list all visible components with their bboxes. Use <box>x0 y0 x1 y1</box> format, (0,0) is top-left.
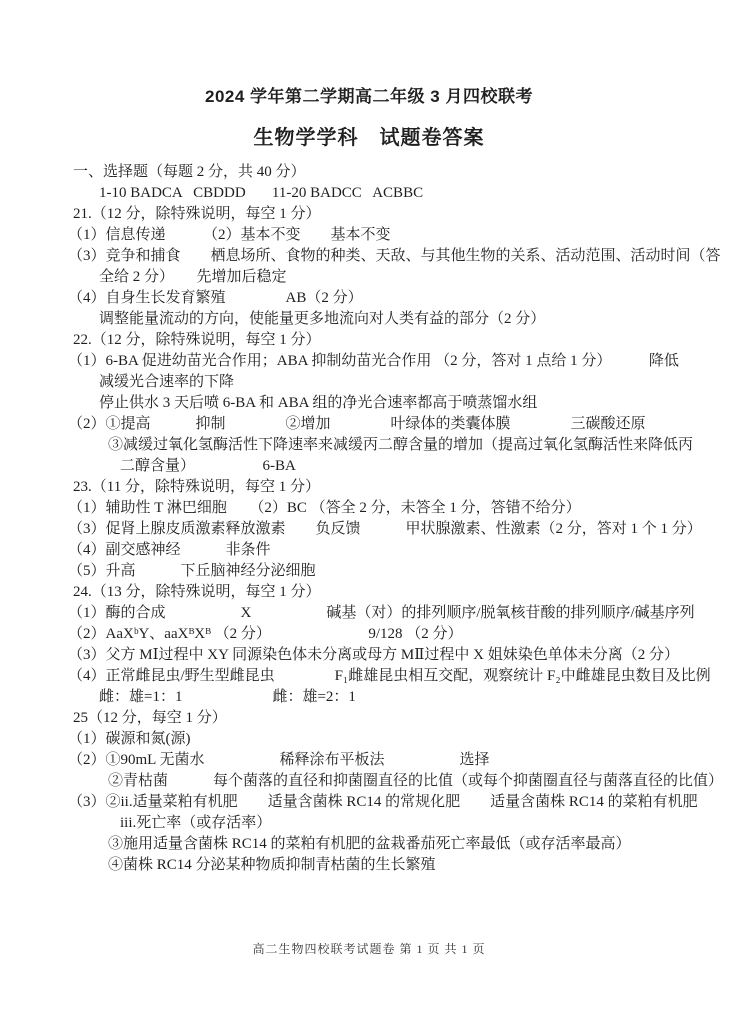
q23-answer-5: （5）升高 下丘脑神经分泌细胞 <box>68 563 316 579</box>
subject-title: 生物学学科 试题卷答案 <box>253 127 485 149</box>
answer-body <box>0 162 738 876</box>
q24-answer-4: （4）正常雌昆虫/野生型雌昆虫 F₁雌雄昆虫相互交配，观察统计 F₂中雌雄昆虫数目及比例 <box>68 668 711 684</box>
mcq-answers: 1-10 BADCA CBDDD 11-20 BADCC ACBBC <box>99 185 424 201</box>
q21-answer-3: （3）竞争和捕食 栖息场所、食物的种类、天敌、与其他生物的关系、活动范围、活动时间（答 <box>68 248 721 264</box>
section-1-header: 一、选择题（每题 2 分，共 40 分） <box>73 164 306 180</box>
q23-answer-4: （4）副交感神经 非条件 <box>68 542 271 558</box>
q25-answer-3-item4: ④菌株 RC14 分泌某种物质抑制青枯菌的生长繁殖 <box>108 857 436 873</box>
page-footer: 高二生物四校联考试题卷 第 1 页 共 1 页 <box>252 942 486 956</box>
question-21-header: 21.（12 分，除特殊说明，每空 1 分） <box>73 206 321 222</box>
q24-answer-1: （1）酶的合成 X 碱基（对）的排列顺序/脱氧核苷酸的排列顺序/碱基序列 <box>68 605 695 621</box>
q22-answer-2: （2）①提高 抑制 ②增加 叶绿体的类囊体膜 三碳酸还原 <box>68 416 646 432</box>
q24-answer-4-cont: 雌：雄=1：1 雌：雄=2：1 <box>99 689 356 705</box>
q22-answer-1-cont-a: 减缓光合速率的下降 <box>99 374 235 390</box>
q24-answer-3: （3）父方 MⅠ过程中 XY 同源染色体未分离或母方 MⅡ过程中 X 姐妹染色单体未分离（2 分） <box>68 647 679 663</box>
q23-answer-1-2: （1）辅助性 T 淋巴细胞 （2）BC （答全 2 分，未答全 1 分，答错不给分） <box>68 500 581 516</box>
q25-answer-1: （1）碳源和氮(源) <box>68 731 191 747</box>
q25-answer-2-item1: （2）①90mL 无菌水 稀释涂布平板法 选择 <box>68 752 490 768</box>
q25-answer-3-iii: iii.死亡率（或存活率） <box>120 815 272 831</box>
question-23-header: 23.（11 分，除特殊说明，每空 1 分） <box>73 479 320 495</box>
exam-title: 2024 学年第二学期高二年级 3 月四校联考 <box>205 87 533 106</box>
q24-answer-2: （2）AaXᵇY、aaXᴮXᴮ （2 分） 9/128 （2 分） <box>68 626 463 642</box>
q21-answer-3-cont: 全给 2 分） 先增加后稳定 <box>99 269 287 285</box>
q22-answer-2-item3-cont: 二醇含量） 6-BA <box>120 458 296 474</box>
q25-answer-3-ii: （3）②ii.适量菜粕有机肥 适量含菌株 RC14 的常规化肥 适量含菌株 RC14 的菜粕有机肥 <box>68 794 698 810</box>
q21-answer-4: （4）自身生长发育繁殖 AB（2 分） <box>68 290 363 306</box>
q21-answer-4-cont: 调整能量流动的方向，使能量更多地流向对人类有益的部分（2 分） <box>99 311 546 327</box>
q22-answer-2-item3: ③减缓过氧化氢酶活性下降速率来减缓丙二醇含量的增加（提高过氧化氢酶活性来降低丙 <box>108 437 694 453</box>
q21-answer-1-2: （1）信息传递 （2）基本不变 基本不变 <box>68 227 391 243</box>
q23-answer-3: （3）促肾上腺皮质激素释放激素 负反馈 甲状腺激素、性激素（2 分，答对 1 个 1 分） <box>68 521 702 537</box>
q25-answer-3-item3: ③施用适量含菌株 RC14 的菜粕有机肥的盆栽番茄死亡率最低（或存活率最高） <box>108 836 631 852</box>
question-24-header: 24.（13 分，除特殊说明，每空 1 分） <box>73 584 321 600</box>
q22-answer-1: （1）6-BA 促进幼苗光合作用；ABA 抑制幼苗光合作用 （2 分，答对 1 点给 1 分） 降低 <box>68 353 679 369</box>
q22-answer-1-cont-b: 停止供水 3 天后喷 6-BA 和 ABA 组的净光合速率都高于喷蒸馏水组 <box>99 395 538 411</box>
question-22-header: 22.（12 分，除特殊说明，每空 1 分） <box>73 332 321 348</box>
question-25-header: 25（12 分，每空 1 分） <box>73 710 227 726</box>
q25-answer-2-item2: ②青枯菌 每个菌落的直径和抑菌圈直径的比值（或每个抑菌圈直径与菌落直径的比值） <box>108 773 724 789</box>
